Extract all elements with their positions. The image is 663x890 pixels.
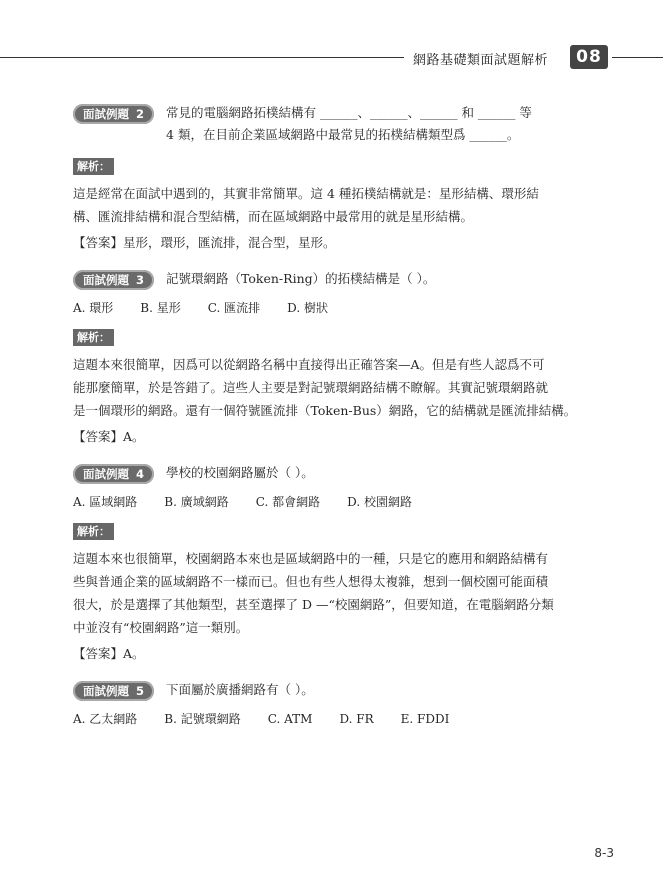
running-header bbox=[0, 46, 663, 70]
analysis-label: 解析： bbox=[73, 158, 114, 175]
question-badge bbox=[73, 270, 154, 290]
chapter-number-badge: 08 bbox=[570, 45, 608, 69]
analysis-line: 些與普通企業的區域網路不一樣而已。但也有些人想得太複雜，想到一個校園可能面積 bbox=[73, 574, 549, 589]
option-a: A. 環形 bbox=[73, 301, 114, 315]
analysis-line: 能那麼簡單，於是答錯了。這些人主要是對記號環網路結構不瞭解。其實記號環網路就 bbox=[73, 380, 549, 395]
answer-options bbox=[73, 299, 603, 317]
question-badge-label: 面試例題 bbox=[83, 467, 129, 481]
option-b: B. 記號環網路 bbox=[164, 712, 241, 726]
analysis-text bbox=[73, 547, 603, 639]
answer-options bbox=[73, 493, 603, 511]
analysis-line: 這是經常在面試中遇到的，其實非常簡單。這 4 種拓樸結構就是：星形結構、環形結 bbox=[73, 186, 539, 201]
question-block-2 bbox=[73, 104, 603, 254]
question-badge-number: 5 bbox=[136, 684, 145, 698]
header-title: 網路基礎類面試題解析 bbox=[413, 53, 549, 68]
question-badge bbox=[73, 681, 154, 701]
option-b: B. 星形 bbox=[140, 301, 181, 315]
option-a: A. 乙太網路 bbox=[73, 712, 138, 726]
analysis-text bbox=[73, 182, 603, 228]
analysis-text bbox=[73, 353, 603, 422]
question-block-5 bbox=[73, 681, 603, 728]
answer-text: 【答案】A。 bbox=[73, 429, 145, 444]
option-d: D. 樹狀 bbox=[287, 301, 328, 315]
answer-options bbox=[73, 710, 603, 728]
analysis-line: 這題本來很簡單，因爲可以從網路名稱中直接得出正確答案—A。但是有些人認爲不可 bbox=[73, 357, 545, 372]
option-b: B. 廣域網路 bbox=[164, 495, 229, 509]
analysis-label: 解析： bbox=[73, 329, 114, 346]
question-badge bbox=[73, 464, 154, 484]
question-text: 下面屬於廣播網路有（ ）。 bbox=[166, 682, 314, 697]
option-c: C. 都會網路 bbox=[255, 495, 321, 509]
question-text: 記號環網路（Token-Ring）的拓樸結構是（ ）。 bbox=[166, 271, 436, 286]
answer-text: 【答案】A。 bbox=[73, 646, 145, 661]
header-rule-right bbox=[612, 57, 663, 58]
question-badge bbox=[73, 104, 154, 124]
analysis-line: 這題本來也很簡單，校園網路本來也是區域網路中的一種，只是它的應用和網路結構有 bbox=[73, 551, 549, 566]
question-badge-number: 4 bbox=[136, 467, 145, 481]
option-d: D. 校園網路 bbox=[347, 495, 412, 509]
answer-text: 【答案】星形，環形，匯流排，混合型，星形。 bbox=[73, 235, 336, 250]
question-block-4 bbox=[73, 464, 603, 665]
analysis-line: 中並沒有“校園網路”這一類別。 bbox=[73, 620, 249, 635]
header-rule-left bbox=[0, 57, 404, 58]
analysis-line: 很大，於是選擇了其他類型，甚至選擇了 D —“校園網路”，但要知道，在電腦網路分類 bbox=[73, 597, 554, 612]
option-c: C. 匯流排 bbox=[207, 301, 261, 315]
analysis-line: 是一個環形的網路。還有一個符號匯流排（Token-Bus）網路，它的結構就是匯流排結構。 bbox=[73, 403, 577, 418]
question-badge-number: 3 bbox=[136, 273, 145, 287]
analysis-label: 解析： bbox=[73, 523, 114, 540]
question-badge-label: 面試例題 bbox=[83, 107, 129, 121]
analysis-line: 構、匯流排結構和混合型結構，而在區域網路中最常用的就是星形結構。 bbox=[73, 209, 474, 224]
question-text bbox=[166, 102, 532, 146]
question-badge-number: 2 bbox=[136, 107, 145, 121]
page-number: 8-3 bbox=[594, 846, 614, 860]
question-line: 4 類，在目前企業區域網路中最常見的拓樸結構類型爲 ______。 bbox=[166, 127, 520, 142]
page-content bbox=[73, 104, 603, 728]
option-a: A. 區域網路 bbox=[73, 495, 138, 509]
question-text: 學校的校園網路屬於（ ）。 bbox=[166, 465, 314, 480]
question-badge-label: 面試例題 bbox=[83, 273, 129, 287]
option-d: D. FR bbox=[339, 712, 374, 726]
option-c: C. ATM bbox=[267, 712, 313, 726]
question-badge-label: 面試例題 bbox=[83, 684, 129, 698]
option-e: E. FDDI bbox=[400, 712, 450, 726]
question-block-3 bbox=[73, 270, 603, 448]
question-line: 常見的電腦網路拓樸結構有 ______、______、______ 和 ______ 等 bbox=[166, 105, 532, 120]
